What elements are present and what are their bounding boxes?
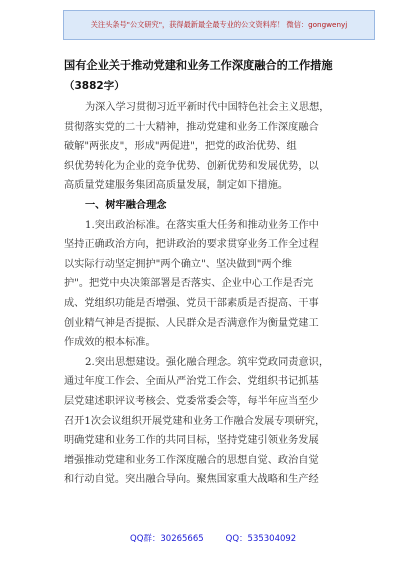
- body-line: 召开1次会议组织开展党建和业务工作融合发展专项研究，: [64, 415, 326, 427]
- body-line: 成、党组织功能是否增强、党员干部素质是否提高、干事: [64, 297, 319, 309]
- body-line: 破解"两张皮"，形成"两促进"，把党的政治优势、组: [64, 141, 297, 153]
- footer-contacts: [130, 532, 310, 546]
- body-line: 护"。把党中央决策部署是否落实、企业中心工作是否完: [64, 278, 314, 290]
- body-line: 高质量党建服务集团高质量发展，制定如下措施。: [64, 180, 289, 192]
- qq-number: QQ：535304092: [225, 534, 297, 544]
- body-line: 坚持正确政治方向，把讲政治的要求贯穿业务工作全过程: [64, 239, 319, 251]
- body-line: 为深入学习贯彻习近平新时代中国特色社会主义思想，: [85, 102, 330, 113]
- body-line: 创业精气神是否提振、人民群众是否满意作为衡量党建工: [64, 317, 319, 329]
- word-count: （3882字）: [64, 80, 125, 92]
- body-line: 织优势转化为企业的竞争优势、创新优势和发展优势，以: [64, 160, 319, 172]
- body-line: 层党建述职评议考核会、党委常委会等，每半年应当至少: [64, 395, 319, 407]
- section-heading: 一、树牢融合理念: [85, 199, 167, 211]
- body-line: 通过年度工作会、全面从严治党工作会、党组织书记抓基: [64, 376, 319, 388]
- body-line: 增强推动党建和业务工作深度融合的思想自觉、政治自觉: [64, 454, 319, 466]
- document-body: [64, 98, 364, 490]
- body-line: 和行动自觉。突出融合导向。聚焦国家重大战略和生产经: [64, 474, 319, 486]
- document-title: 国有企业关于推动党建和业务工作深度融合的工作措施: [64, 59, 333, 72]
- body-line: 贯彻落实党的二十大精神，推动党建和业务工作深度融合: [64, 121, 319, 133]
- body-line: 以实际行动坚定拥护"两个确立"、坚决做到"两个维: [64, 258, 292, 270]
- qq-group-number: QQ群：30265665: [130, 534, 204, 544]
- body-line: 明确党建和业务工作的共同目标，坚持党建引领业务发展: [64, 435, 319, 447]
- body-line: 1.突出政治标准。在落实重大任务和推动业务工作中: [85, 219, 319, 231]
- body-line: 作成效的根本标准。: [64, 337, 156, 349]
- promo-banner: 关注头条号"公文研究"，获得最新最全最专业的公文资料库！ 微信：gongwenyj: [63, 10, 375, 40]
- body-line: 2.突出思想建设。强化融合理念。筑牢党政同责意识，: [85, 356, 330, 368]
